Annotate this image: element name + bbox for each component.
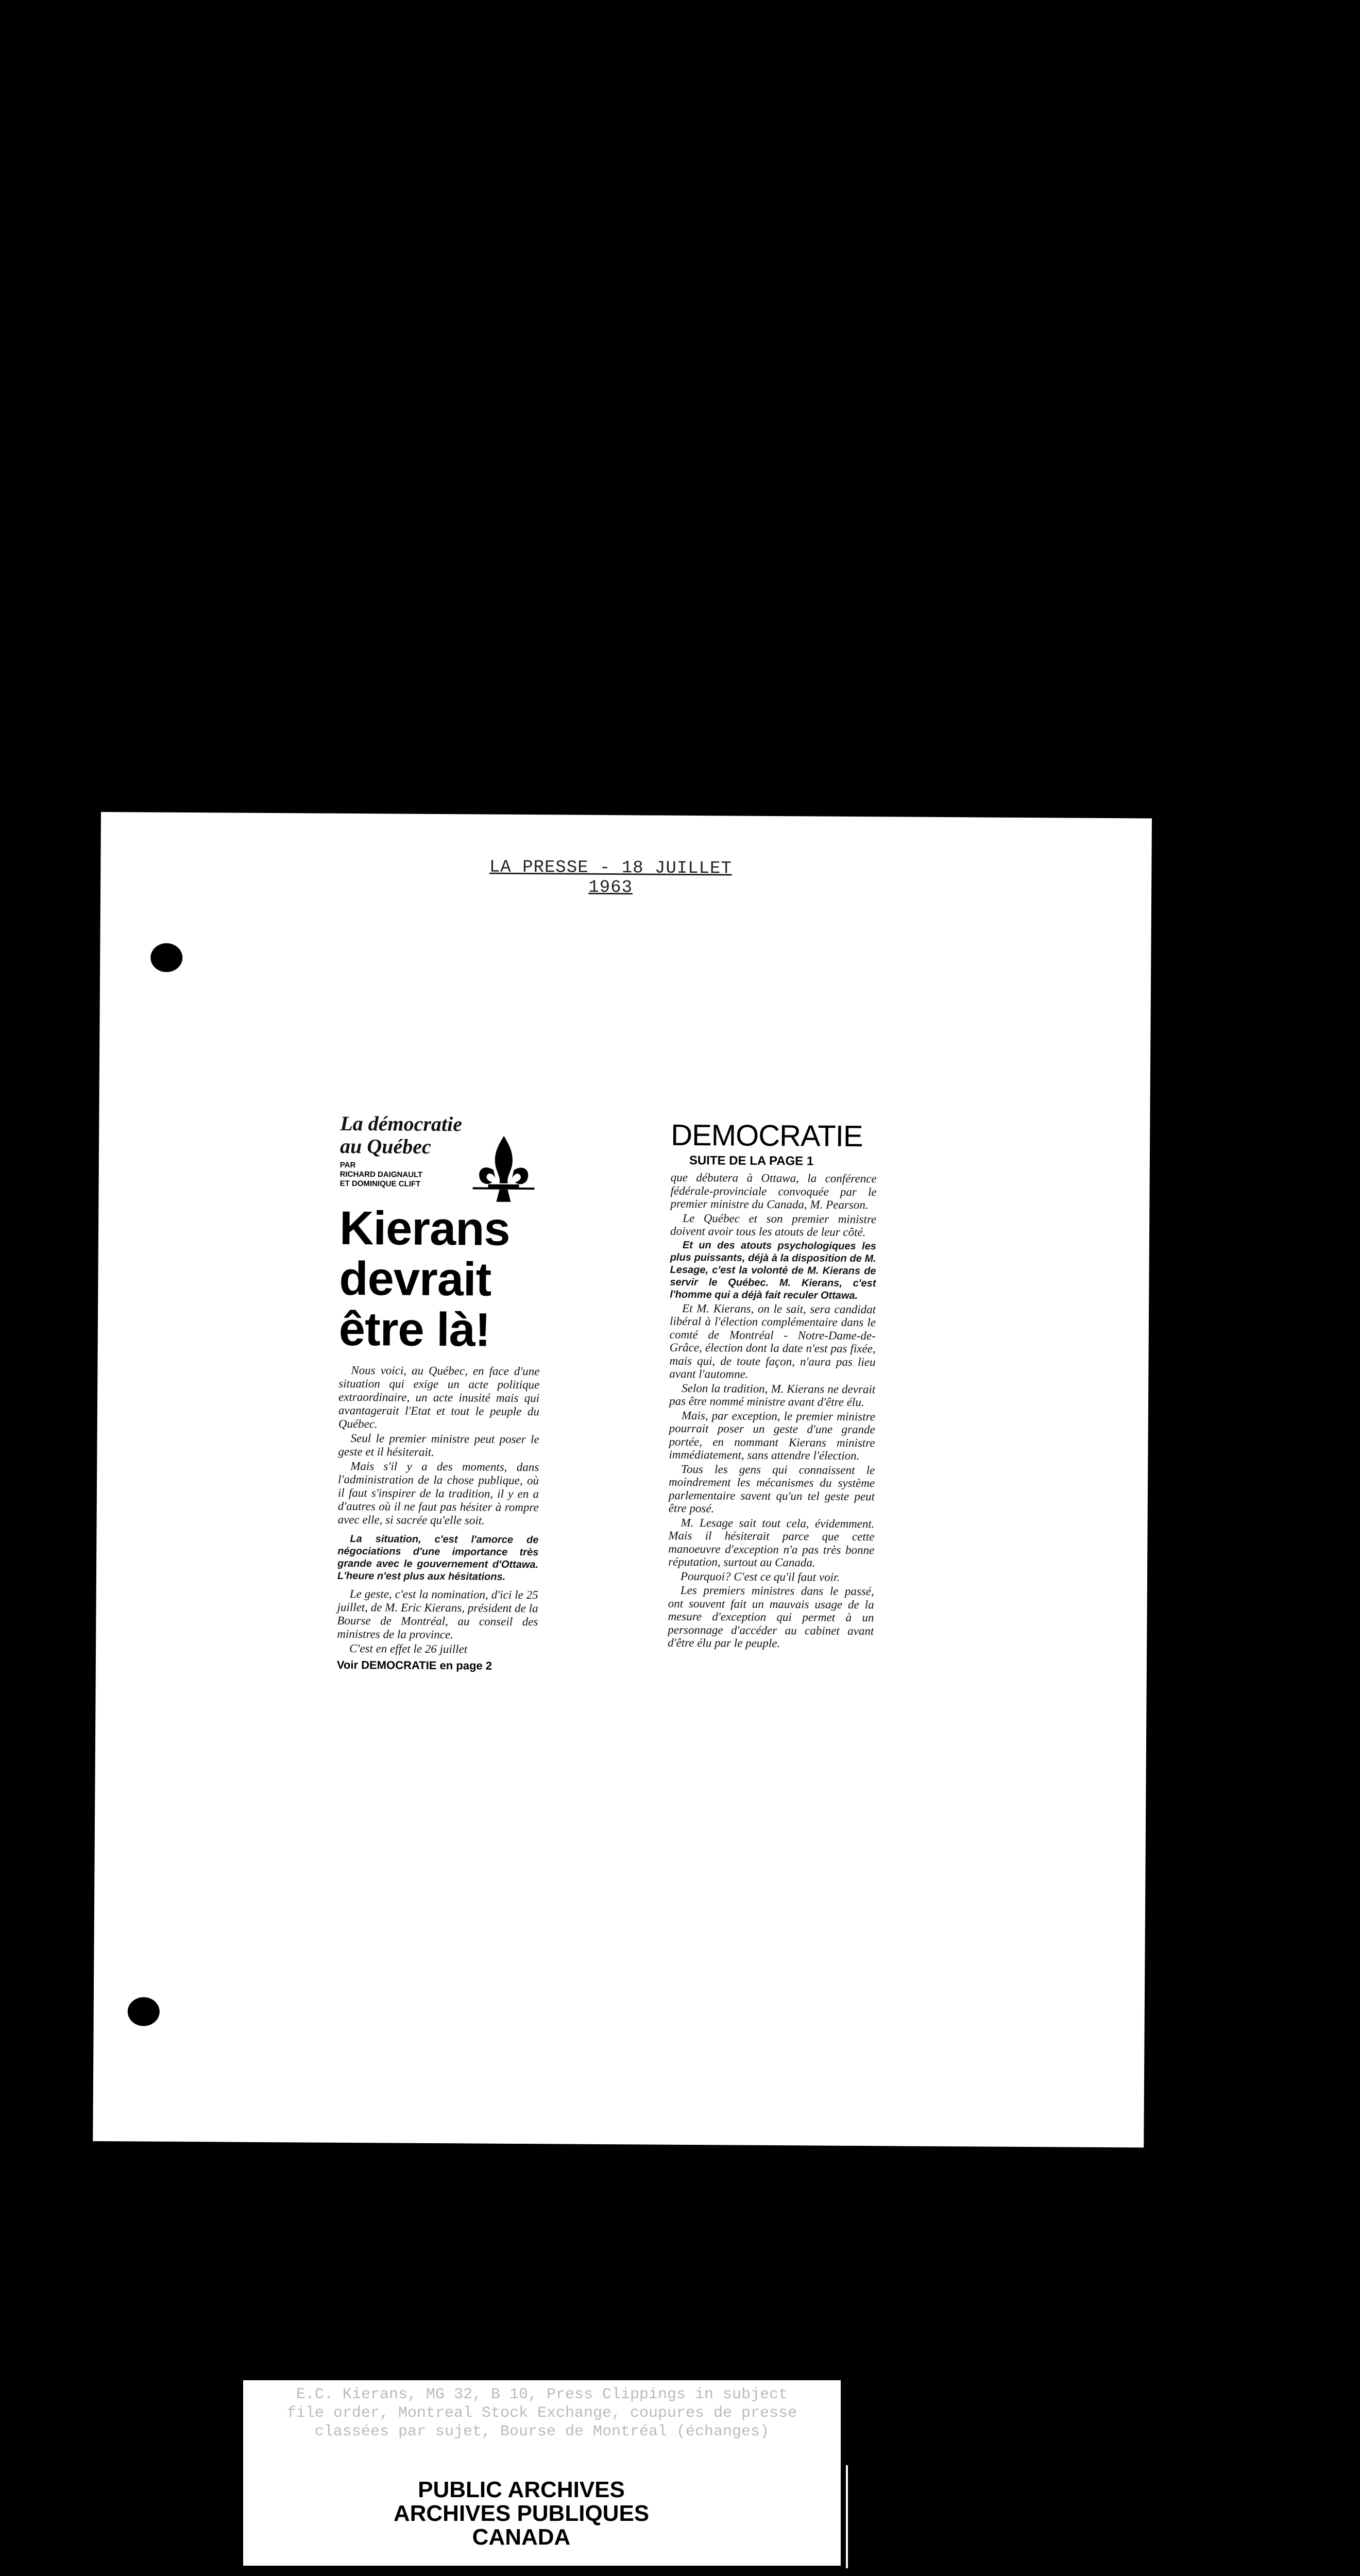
source-stamp: LA PRESSE - 18 JUILLET 1963 — [489, 857, 732, 898]
headline-line: Kierans — [339, 1201, 510, 1256]
continuation-subtitle: SUITE DE LA PAGE 1 — [689, 1153, 814, 1168]
byline-line: RICHARD DAIGNAULT — [339, 1170, 423, 1179]
paragraph: M. Lesage sait tout cela, évidemment. Mais il hésiterait parce que cette manoeuvre d'exception n'a pas très bonne réputation, surtout au Canada. — [668, 1516, 875, 1569]
reference-line: E.C. Kierans, MG 32, B 10, Press Clippings in subject — [296, 2386, 788, 2403]
label-edge — [846, 2465, 848, 2568]
headline-line: être là! — [338, 1302, 490, 1357]
continuation-title: DEMOCRATIE — [670, 1118, 863, 1154]
archive-title-line: ARCHIVES PUBLIQUES — [393, 2501, 650, 2526]
fleur-de-lis-icon — [472, 1133, 535, 1206]
paragraph: que débutera à Ottawa, la conférence fédérale-provinciale convoquée par le premier ministre du Canada, M. Pearson. — [670, 1171, 877, 1212]
paragraph: Selon la tradition, M. Kierans ne devrait pas être nommé ministre avant d'être élu. — [669, 1381, 876, 1409]
paragraph: Seul le premier ministre peut poser le geste et il hésiterait. — [338, 1431, 539, 1459]
rubric-title: La démocratie au Québec — [339, 1111, 463, 1158]
archive-reference — [243, 2385, 841, 2441]
paragraph: Le Québec et son premier ministre doivent avoir tous les atouts de leur côté. — [670, 1211, 877, 1239]
headline — [339, 1203, 541, 1355]
bold-paragraph: La situation, c'est l'amorce de négociations d'une importance très grande avec le gouvernement d'Ottawa. L'heure n'est plus aux hésitations. — [337, 1533, 539, 1583]
paragraph: Les premiers ministres dans le passé, ont souvent fait un mauvais usage de la mesure d'exception qui permet à un personnage d'accéder au cabinet avant d'être élu par le peuple. — [668, 1583, 874, 1650]
archive-title — [243, 2478, 800, 2549]
paragraph: C'est en effet le 26 juillet — [349, 1641, 468, 1656]
bold-paragraph: Et un des atouts psychologiques les plus puissants, déjà à la disposition de M. Lesage, c'est la volonté de M. Kierans de servir le Québec. M. Kierans, c'est l'homme qui a déjà fait reculer Ottawa. — [670, 1239, 876, 1301]
paragraph: Tous les gens qui connaissent le moindrement les mécanismes du système parlementaire savent qu'un tel geste peut être posé. — [668, 1462, 875, 1515]
byline-line: PAR — [339, 1160, 356, 1170]
archive-title-line: CANADA — [472, 2524, 571, 2550]
paragraph: Mais, par exception, le premier ministre pourrait poser un geste d'une grande portée, en nommant Kierans ministre immédiatement, sans attendre l'élection. — [669, 1409, 875, 1463]
clipping-continuation — [668, 1120, 877, 1652]
continuation-note: Voir DEMOCRATIE en page 2 — [336, 1658, 492, 1672]
paragraph: Pourquoi? C'est ce qu'il faut voir. — [680, 1569, 840, 1584]
paragraph: Nous voici, au Québec, en face d'une situation qui exige un acte politique extraordinaire, un acte inusité mais qui avantagerait l'Etat et tout le peuple du Québec. — [338, 1363, 540, 1431]
paragraph: Le geste, c'est la nomination, d'ici le 25 juillet, de M. Eric Kierans, président de la Bourse de Montréal, au conseil des ministres de la province. — [337, 1587, 538, 1641]
clipping-sheet — [93, 812, 1152, 2147]
paragraph: Et M. Kierans, on le sait, sera candidat libéral à l'élection complémentaire dans le comté de Montréal - Notre-Dame-de-Grâce, élection dont la date n'est pas fixée, mais qui, de toute façon, n'aura pas lieu avant l'automne. — [669, 1301, 876, 1381]
punch-hole-bottom — [128, 1997, 160, 2026]
article-body — [668, 1171, 877, 1651]
byline-line: ET DOMINIQUE CLIFT — [339, 1179, 421, 1189]
punch-hole-top — [150, 943, 182, 972]
archive-title-line: PUBLIC ARCHIVES — [418, 2477, 625, 2502]
archive-label — [243, 2380, 841, 2566]
reference-line: classées par sujet, Bourse de Montréal (échanges) — [314, 2423, 770, 2441]
article-body — [337, 1364, 539, 1656]
reference-line: file order, Montreal Stock Exchange, coupures de presse — [286, 2404, 797, 2422]
paragraph: Mais s'il y a des moments, dans l'administration de la chose publique, où il faut s'inspirer de la tradition, il y en a d'autres où il ne faut pas hésiter à rompre avec elle, si sacrée qu'elle soit. — [337, 1459, 539, 1527]
headline-line: devrait — [339, 1252, 491, 1306]
clipping-front-page — [337, 1112, 541, 1673]
